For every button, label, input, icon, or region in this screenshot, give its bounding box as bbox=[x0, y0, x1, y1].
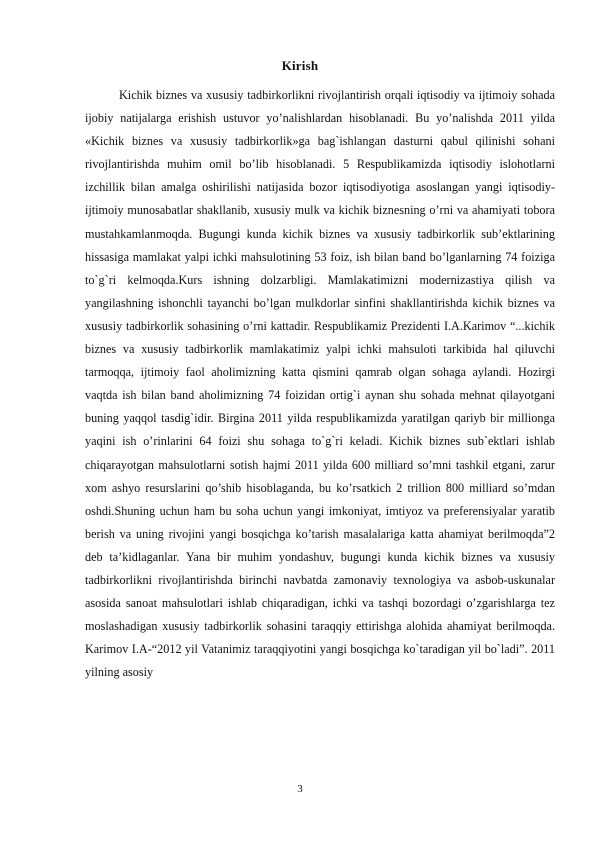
body-text bbox=[85, 84, 555, 684]
paragraph: Kichik biznes va xususiy tadbirkorlikni rivojlantirish orqali iqtisodiy va ijtimoiy sohada ijobiy natijalarga erishish ustuvor yo’nalishlardan hisoblanadi. Bu yo’nalishda 2011 yilda «Kichik biznes va xususiy tadbirkorlik»ga bag`ishlangan dasturni qabul qilinishi sohani rivojlantirishda muhim omil bo’lib hisoblanadi. 5 Respublikamizda iqtisodiy islohotlarni izchillik bilan amalga oshirilishi natijasida bozor iqtisodiyotiga asoslangan yangi iqtisodiy-ijtimoiy munosabatlar shakllanib, xususiy mulk va kichik biznesning o’rni va ahamiyati tobora mustahkamlanmoqda. Bugungi kunda kichik biznes va xususiy tadbirkorlik sub’ektlarining hissasiga mamlakat yalpi ichki mahsulotining 53 foiz, ish bilan band bo’lganlarning 74 foiziga to`g`ri kelmoqda.Kurs ishning dolzarbligi. Mamlakatimizni modernizastiya qilish va yangilashning ishonchli tayanchi bo’lgan mulkdorlar sinfini shakllantirishda kichik biznes va xususiy tadbirkorlik sohasining o’rni kattadir. Respublikamiz Prezidenti I.A.Karimov “...kichik biznes va xususiy tadbirkorlik mamlakatimiz yalpi ichki mahsuloti tarkibida hal qiluvchi tarmoqqa, ijtimoiy faol aholimizning katta qismini qamrab olgan sohaga aylandi. Hozirgi vaqtda ish bilan band aholimizning 74 foizidan ortig`i aynan shu sohada mehnat qilayotgani buning yaqqol tasdig`idir. Birgina 2011 yilda respublikamizda yaratilgan qariyb bir millionga yaqini ish o’rinlarini 64 foizi shu sohaga to`g`ri keladi. Kichik biznes sub`ektlari ishlab chiqarayotgan mahsulotlarni sotish hajmi 2011 yilda 600 milliard so’mni tashkil etgani, zarur xom ashyo resurslarini qo’shib hisoblaganda, bu ko’rsatkich 2 trillion 800 milliard so’mdan oshdi.Shuning uchun ham bu soha uchun yangi imkoniyat, imtiyoz va preferensiyalar yaratib berish va uning rivojini yangi bosqichga ko’tarish masalalariga katta ahamiyat berilmoqda”2 deb ta’kidlaganlar. Yana bir muhim yondashuv, bugungi kunda kichik biznes va xususiy tadbirkorlikni rivojlantirishda birinchi navbatda zamonaviy texnologiya va asbob-uskunalar asosida sanoat mahsulotlari ishlab chiqaradigan, ichki va tashqi bozordagi o’zgarishlarga tez moslashadigan xususiy tadbirkorlik sohasini taraqqiy ettirishga alohida ahamiyat berilmoqda. Karimov I.A-“2012 yil Vatanimiz taraqqiyotini yangi bosqichga ko`taradigan yil bo`ladi”. 2011 yilning asosiy bbox=[85, 88, 555, 680]
page-number: 3 bbox=[297, 783, 303, 795]
section-title: Kirish bbox=[281, 58, 319, 73]
